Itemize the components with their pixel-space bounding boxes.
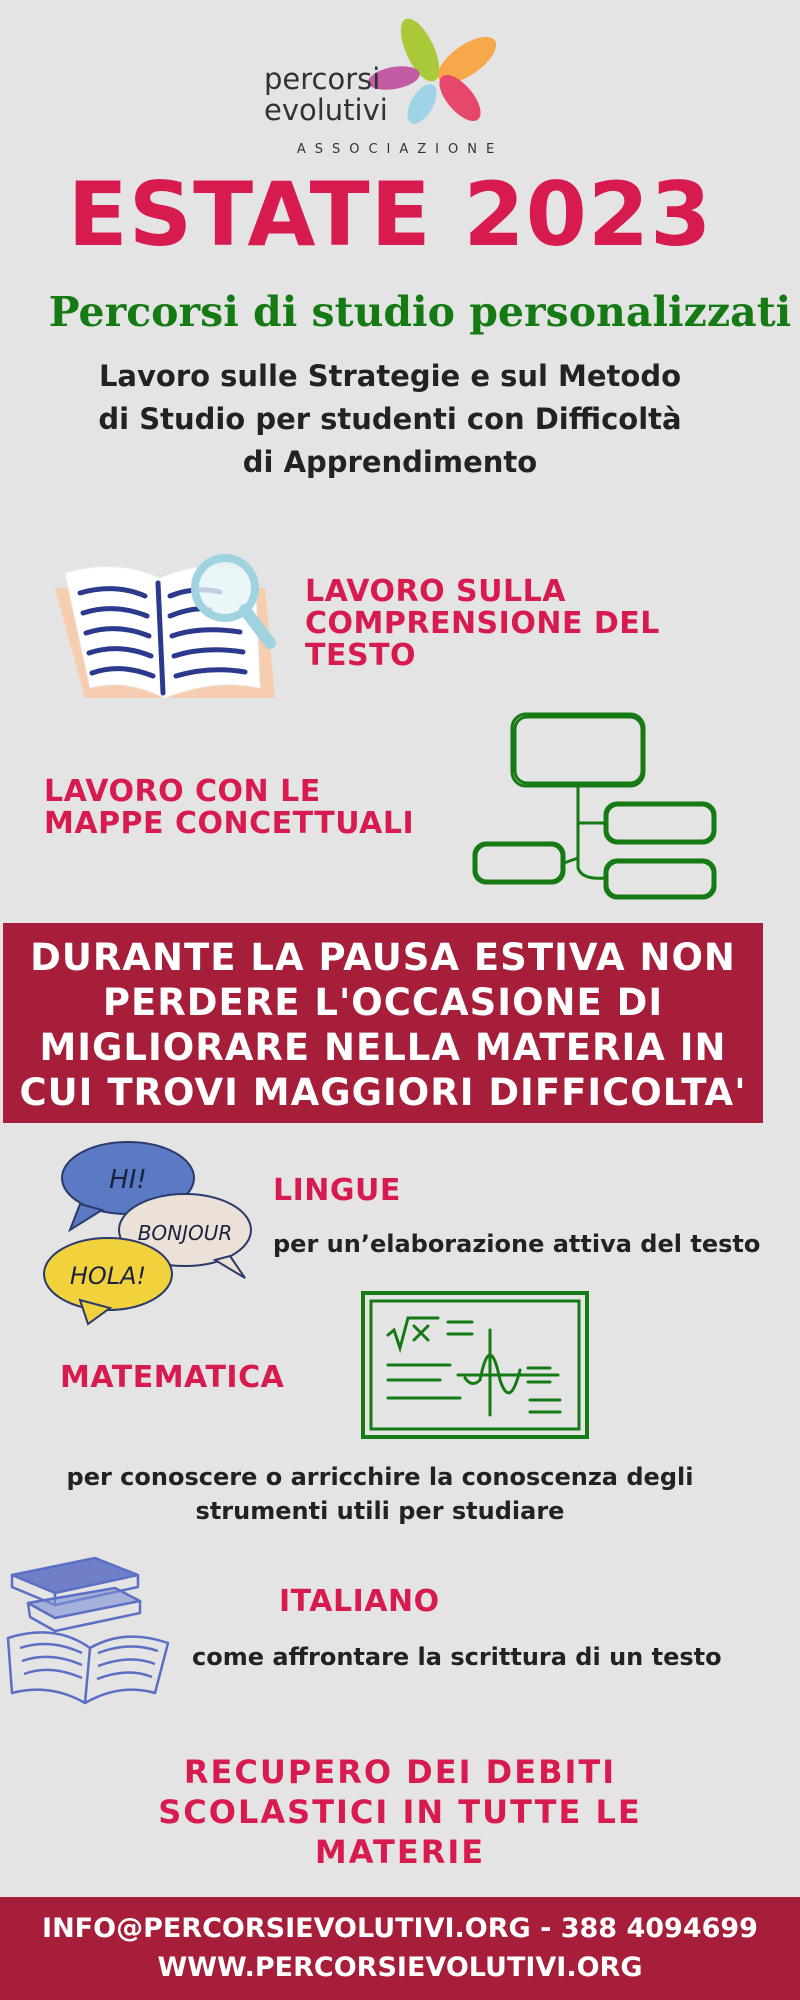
- chalkboard-icon: [360, 1290, 590, 1440]
- bubble-hola: HOLA!: [69, 1262, 147, 1290]
- banner-line: CUI TROVI MAGGIORI DIFFICOLTA': [19, 1071, 747, 1114]
- banner-line: MIGLIORARE NELLA MATERIA IN: [39, 1026, 727, 1069]
- bubble-bonjour: BONJOUR: [137, 1221, 233, 1245]
- matematica-title: MATEMATICA: [60, 1360, 285, 1395]
- matematica-desc-line: strumenti utili per studiare: [195, 1497, 565, 1525]
- logo-wordmark: [264, 64, 388, 126]
- recupero-heading: [100, 1752, 700, 1872]
- subtitle: Percorsi di studio personalizzati: [48, 288, 792, 336]
- lingue-desc: per un’elaborazione attiva del testo: [273, 1230, 761, 1258]
- footer-website-link[interactable]: WWW.PERCORSIEVOLUTIVI.ORG: [157, 1952, 643, 1983]
- matematica-desc-line: per conoscere o arricchire la conoscenza degli: [66, 1463, 694, 1491]
- matematica-desc: [30, 1460, 730, 1528]
- mappe-line: MAPPE CONCETTUALI: [44, 806, 415, 841]
- comprensione-line: LAVORO SULLA: [305, 574, 566, 609]
- footer: [0, 1897, 800, 2000]
- banner-line: PERDERE L'OCCASIONE DI: [102, 981, 664, 1024]
- banner-line: DURANTE LA PAUSA ESTIVA NON: [30, 936, 736, 979]
- page-title: ESTATE 2023: [67, 163, 713, 266]
- intro-text: [60, 355, 720, 484]
- bubble-hi: HI!: [109, 1165, 147, 1195]
- mappe-heading: [44, 776, 414, 840]
- intro-line: di Apprendimento: [242, 445, 538, 479]
- recupero-line: RECUPERO DEI DEBITI: [183, 1753, 617, 1791]
- books-icon: [0, 1553, 175, 1718]
- intro-line: di Studio per studenti con Difficoltà: [98, 402, 682, 436]
- comprensione-line: COMPRENSIONE DEL: [305, 606, 660, 641]
- footer-contact[interactable]: INFO@PERCORSIEVOLUTIVI.ORG - 388 4094699: [42, 1913, 758, 1944]
- concept-map-icon: [470, 708, 720, 903]
- italiano-desc: come affrontare la scrittura di un testo: [192, 1643, 722, 1671]
- recupero-line: MATERIE: [314, 1833, 486, 1871]
- intro-line: Lavoro sulle Strategie e sul Metodo: [98, 359, 682, 393]
- logo-tagline: ASSOCIAZIONE: [296, 142, 504, 157]
- lingue-title: LINGUE: [273, 1173, 401, 1208]
- logo-line2: evolutivi: [264, 93, 388, 127]
- open-book-magnifier-icon: [45, 548, 285, 708]
- recupero-line: SCOLASTICI IN TUTTE LE: [158, 1793, 642, 1831]
- italiano-title: ITALIANO: [279, 1584, 440, 1619]
- logo-line1: percorsi: [264, 62, 381, 96]
- summer-banner: [3, 923, 763, 1123]
- mappe-line: LAVORO CON LE: [44, 774, 321, 809]
- speech-bubbles-icon: [40, 1138, 260, 1328]
- comprensione-heading: [305, 576, 660, 672]
- comprensione-line: TESTO: [305, 638, 417, 673]
